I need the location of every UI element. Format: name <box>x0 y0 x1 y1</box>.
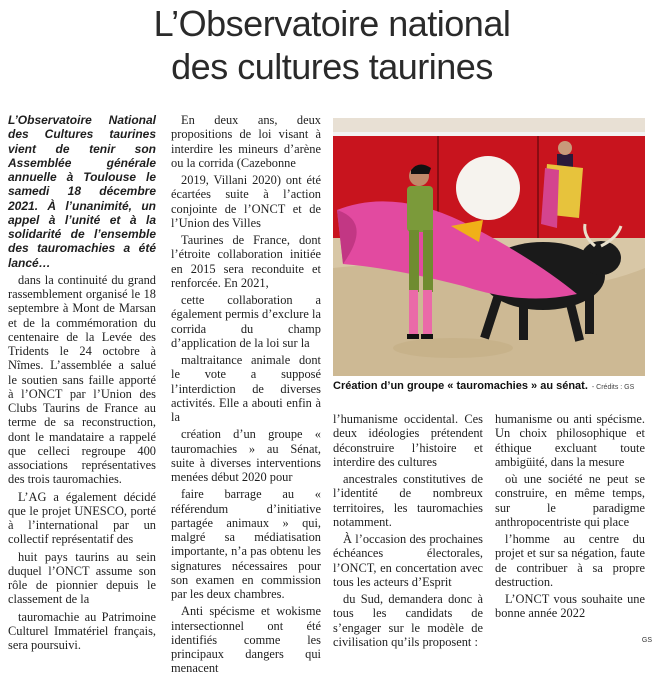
paragraph: 2019, Villani 2020) ont été écartées suite à l’action conjointe de l’ONCT et de l’Union des Villes <box>171 173 321 230</box>
paragraph: L’AG a également décidé que le projet UNESCO, porté à l’international par un collectif représentatif des <box>8 489 156 547</box>
lead-paragraph: L’Observatoire National des Cultures taurines vient de tenir son Assemblée générale annuelle à Toulouse le samedi 18 décembre 2021. À l’unanimité, un appel à l’unité et à la solidarité de l’ensemble des tauromachies a été lancé… <box>8 113 156 270</box>
bull-head <box>581 241 621 275</box>
paragraph: création d’un groupe « tauromachies » au Sénat, suite à diverses interventions menées début 2020 pour <box>171 427 321 484</box>
paragraph: dans la continuité du grand rassemblement organisé le 18 septembre à Mont de Marsan et de la commémoration du centenaire de la Levée des Tridents le 24 octobre à Nîmes. L’assemblée a salué le soutien sans faille apporté à l’ONCT par l’Union des Clubs Taurins de France au terme de sa reconstruction, dont le mandataire a rappelé que celleci regroupe 400 associations représentatives des trois tauromachies. <box>8 272 156 487</box>
bull-leg <box>519 300 528 340</box>
paragraph: humanisme ou anti spécisme. Un choix philosophique et éthique excluant toute ambigüité, dans la mesure <box>495 412 645 469</box>
paragraph: maltraitance animale dont le vote a supposé l’interdiction de diverses activités. Elle a abouti enfin à la <box>171 353 321 424</box>
author-signature: GS <box>641 637 652 644</box>
article-column-4 <box>495 412 645 624</box>
photo-caption <box>333 380 645 392</box>
paragraph: l’humanisme occidental. Ces deux idéologies prétendent déconstruire l’histoire et interdire des cultures <box>333 412 483 469</box>
paragraph: ancestrales constitutives de l’identité de nombreux territoires, les tauromachies notamment. <box>333 472 483 529</box>
headline-line-1: L’Observatoire national <box>153 3 511 44</box>
torero-shoe <box>421 334 433 339</box>
headline <box>0 2 664 88</box>
wall-circle-emblem <box>456 156 520 220</box>
torero-stocking <box>409 290 418 336</box>
dust-cloud <box>393 338 513 358</box>
paragraph: faire barrage au « référendum d’initiative partagée animaux » qui, malgré sa médiatisation importante, n’a pas obtenu les signatures nécessaires pour son examen en commission par les deux chambres. <box>171 487 321 601</box>
article-column-2 <box>171 113 321 679</box>
paragraph: Anti spécisme et wokisme intersectionnel ont été identifiés comme les principaux dangers qui menacent <box>171 604 321 676</box>
paragraph: huit pays taurins au sein duquel l’ONCT assume son rôle de pionnier depuis le classement de la <box>8 549 156 607</box>
bullfight-photo <box>333 118 645 376</box>
caption-text: Création d’un groupe « tauromachies » au sénat. <box>333 380 588 392</box>
arena-stands <box>333 118 645 132</box>
article-column-1 <box>8 113 156 655</box>
bullfight-illustration <box>333 118 645 376</box>
paragraph: où une société ne peut se construire, en même temps, sur le paradigme anthropocentriste qui place <box>495 472 645 529</box>
paragraph: l’homme au centre du projet et sur sa négation, faute de contribuer à sa propre destruction. <box>495 532 645 589</box>
torero-leg <box>423 230 433 292</box>
torero-jacket <box>407 186 433 232</box>
headline-line-2: des cultures taurines <box>171 46 493 87</box>
paragraph: tauromachie au Patrimoine Culturel Immatériel français, sera poursuivi. <box>8 609 156 652</box>
paragraph: Taurines de France, dont l’étroite collaboration initiée en 2015 sera reconduite et renforcée. En 2021, <box>171 233 321 290</box>
torero-leg <box>409 230 419 292</box>
paragraph: L’ONCT vous souhaite une bonne année 2022 <box>495 592 645 621</box>
torero-shoe <box>407 334 419 339</box>
torero-stocking <box>423 290 432 336</box>
article-column-3 <box>333 412 483 652</box>
bull-leg <box>585 288 594 334</box>
background-torero-head <box>558 141 572 155</box>
paragraph: En deux ans, deux propositions de loi visant à interdire les mineurs d’arène ou la corrida (Cazebonne <box>171 113 321 170</box>
paragraph: du Sud, demandera donc à tous les candidats de s’engager sur le modèle de civilisation qu’ils proposent : <box>333 592 483 649</box>
paragraph: À l’occasion des prochaines échéances électorales, l’ONCT, en concertation avec tous les acteurs d’Esprit <box>333 532 483 589</box>
wall-trim <box>333 132 645 136</box>
photo-credit: - Crédits : GS <box>591 384 635 391</box>
paragraph: cette collaboration a également permis d’exclure la corrida du champ d’application de la loi sur la <box>171 293 321 350</box>
